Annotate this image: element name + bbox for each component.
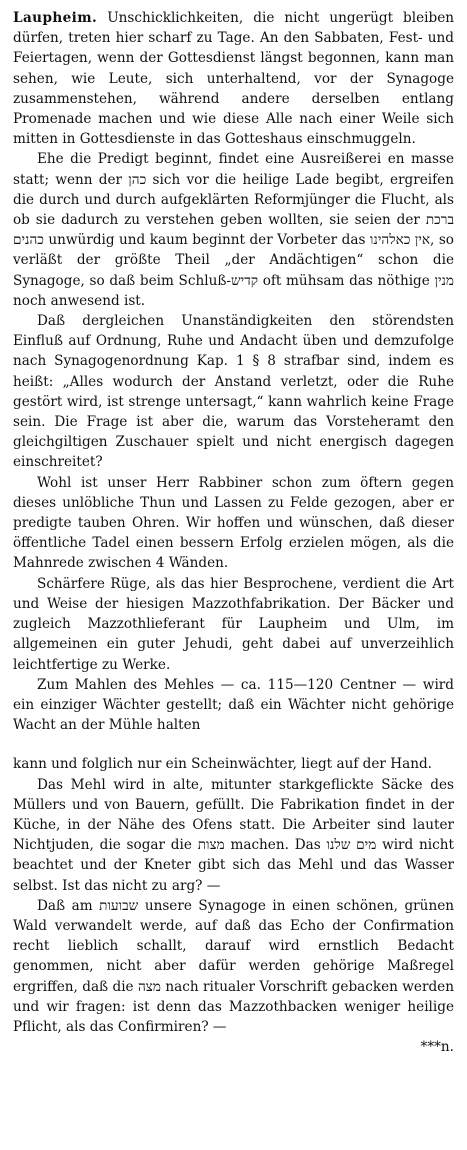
paragraph-2: Ehe die Predigt beginnt, findet eine Ausreißerei en masse statt; wenn der כהן sich vor die heilige Lade begibt, ergreifen die durch und durch aufgeklärten Reformjünger die Flucht, als ob sie dadurch zu verstehen geben wollten, sie seien der ברכת כהנים unwürdig und kaum beginnt der Vorbeter das אין כאלהינו, so verläßt der größte Theil „der Andächtigen“ schon die Synagoge, so daß beim Schluß-קדיש oft mühsam das nöthige מנין noch anwesend ist.: [13, 151, 454, 309]
author-signature: ***n.: [420, 1039, 454, 1056]
paragraph-6-part-2: kann und folglich nur ein Scheinwächter, liegt auf der Hand.: [13, 756, 432, 773]
paragraph-6-part-1: Zum Mahlen des Mehles — ca. 115—120 Centner — wird ein einziger Wächter gestellt; daß ein Wächter nicht gehörige Wacht an der Mühle halten: [13, 676, 454, 734]
paragraph-4: Wohl ist unser Herr Rabbiner schon zum öftern gegen dieses unlöbliche Thun und Lassen zu Felde gezogen, aber er predigte tauben Ohren. Wir hoffen und wünschen, daß dieser öffentliche Tadel einen bessern Erfolg erzielen mögen, als die Mahnrede zwischen 4 Wänden.: [13, 474, 454, 572]
paragraph-1-text: Unschicklichkeiten, die nicht ungerügt bleiben dürfen, treten hier scharf zu Tage. An den Sabbaten, Fest- und Feiertagen, wenn der Gottesdienst längst begonnen, kann man sehen, wie Leute, sich unterhaltend, vor der Synagoge zusammenstehen, während andere derselben entlang Promenade machen und wie diese Alle nach einer Weile sich mitten in Gottesdienste in das Gotteshaus einschmuggeln.: [13, 10, 454, 148]
paragraph-5: Schärfere Rüge, als das hier Besprochene, verdient die Art und Weise der hiesigen Mazzothfabrikation. Der Bäcker und zugleich Mazzothlieferant für Laupheim und Ulm, im allgemeinen ein guter Jehudi, geht dabei auf unverzeihlich leichtfertige zu Werke.: [13, 575, 454, 673]
paragraph-1: [13, 8, 454, 149]
dateline-laupheim: Laupheim.: [13, 10, 98, 26]
paragraph-7: Das Mehl wird in alte, mitunter starkgeflickte Säcke des Müllers und von Bauern, gefüllt. Die Fabrikation findet in der Küche, in der Nähe des Ofens statt. Die Arbeiter sind lauter Nichtjuden, die sogar die מצות machen. Das מים שלנו wird nicht beachtet und der Kneter gibt sich das Mehl und das Wasser selbst. Ist das nicht zu arg? —: [13, 776, 454, 894]
paragraph-3: Daß dergleichen Unanständigkeiten den störendsten Einfluß auf Ordnung, Ruhe und Andacht üben und demzufolge nach Synagogenordnung Kap. 1 § 8 strafbar sind, indem es heißt: „Alles wodurch der Anstand verletzt, oder die Ruhe gestört wird, ist strenge untersagt,“ kann wahrlich keine Frage sein. Die Frage ist aber die, warum das Vorsteheramt den gleichgiltigen Zuschauer spielt und nicht energisch dagegen einschreitet?: [13, 313, 454, 471]
paragraph-8: Daß am שבועות unsere Synagoge in einen schönen, grünen Wald verwandelt werde, auf daß das Echo der Confirmation recht lieblich schallt, darauf wird ernstlich Bedacht genommen, nicht aber dafür werden gehörige Maßregel ergriffen, daß die מצה nach ritualer Vorschrift gebacken werden und wir fragen: ist denn das Mazzothbacken weniger heilige Pflicht, als das Confirmiren? —: [13, 897, 454, 1035]
